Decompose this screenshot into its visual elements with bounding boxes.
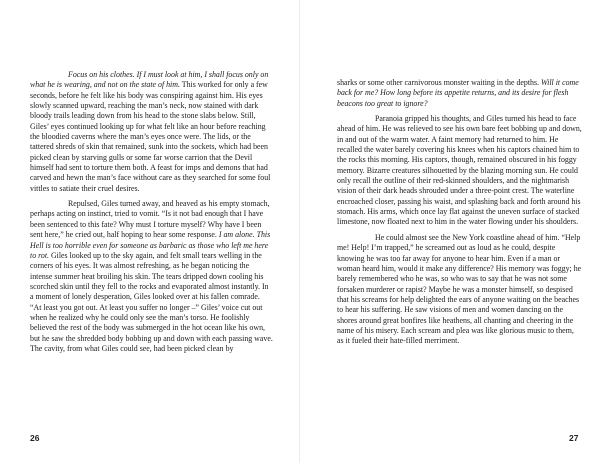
right-page	[300, 0, 600, 463]
left-paragraph-2	[30, 199, 273, 354]
paragraph-text: Giles looked up to the sky again, and felt small tears welling in the corners of his eyes. It was almost refreshing, as he began noticing the intense summer heat broiling his skin. The tears dripped down cooling his scorched skin until they fell to the rocks and evaporated almost instantly. In a moment of lonely desperation, Giles looked over at his fallen comrade. “At least you got out. At least you suffer no longer –” Giles’ voice cut out when he realized why he could only see the man’s torso. He foolishly believed the rest of the body was submerged in the hot ocean like his own, but he saw the shredded body bobbing up and down with each passing wave. The cavity, from what Giles could see, had been picked clean by	[30, 250, 273, 353]
left-paragraph-1	[30, 70, 273, 194]
right-paragraph-1	[337, 78, 582, 109]
paragraph-text: sharks or some other carnivorous monster waiting in the depths.	[337, 78, 542, 87]
right-paragraph-2: Paranoia gripped his thoughts, and Giles turned his head to face ahead of him. He was relieved to see his own bare feet bobbing up and down, in and out of the warm water. A faint memory had returned to him. He recalled the water barely covering his knees when his captors chained him to the rocks this morning. His captors, though, remained obscured in his foggy memory. Bizarre creatures silhouetted by the blazing morning sun. He could only recall the outline of their red-skinned shoulders, and the nightmarish vision of their dark heads shrouded under a three-point crest. The waterline encroached closer, passing his waist, and splashing back and forth around his stomach. His arms, which once lay flat against the uneven surface of stacked limestone, now floated next to him in the water flowing under his shoulders.	[337, 114, 582, 227]
paragraph-text: This worked for only a few seconds, before he felt like his body was conspiring against him. His eyes slowly scanned upward, reaching the man’s neck, now stained with dark bloody trails leading down from his head to the stone slabs below. Still, Giles’ eyes continued looking up for what felt like an hour before reaching the bloodied caverns where the man’s eyes once were. The lids, or the tattered shreds of skin that remained, sunk into the sockets, which had been picked clean by starving gulls or some far worse carrion that the Devil himself had sent to torture them both. A feast for imps and demons that had carved and hewn the man’s face without care as they searched for some foul vittles to satiate their cruel desires.	[30, 80, 271, 193]
page-number-right: 27	[569, 433, 579, 443]
paragraph-text: Repulsed, Giles turned away, and heaved as his empty stomach, perhaps acting on instinct, tried to vomit. “Is it not bad enough that I have been sentenced to this fate? Why must I torture myself? Why have I been sent here,” he cried out, half hoping to hear some response.	[30, 199, 270, 240]
italic-thought: Will it come back for me? How long before its appetite returns, and its desire for flesh beacons too great to ignore?	[337, 78, 579, 108]
italic-thought: I am alone. This Hell is too horrible even for someone as barbaric as those who left me here to rot.	[30, 230, 271, 260]
italic-thought: Focus on his clothes. If I must look at him, I shall focus only on what he is wearing, and not on the state of him.	[30, 70, 269, 90]
right-page-text	[337, 78, 582, 347]
right-paragraph-3: He could almost see the New York coastline ahead of him. “Help me! Help! I’m trapped,” he screamed out as loud as he could, despite knowing he was too far away for anyone to hear him. Even if a man or woman heard him, would it make any difference? His memory was foggy; he barely remembered who he was, so who was to say that he was not some forsaken murderer or rapist? Maybe he was a monster himself, so despised that his screams for help delighted the ears of anyone waiting on the beaches to hear his suffering. He saw visions of men and women dancing on the shores around great bonfires like heathens, all chanting and cheering in the name of his misery. Each scream and plea was like glorious music to them, as it fueled their hate-filled merriment.	[337, 232, 582, 346]
left-page-text	[30, 70, 273, 354]
page-number-left: 26	[30, 433, 40, 443]
